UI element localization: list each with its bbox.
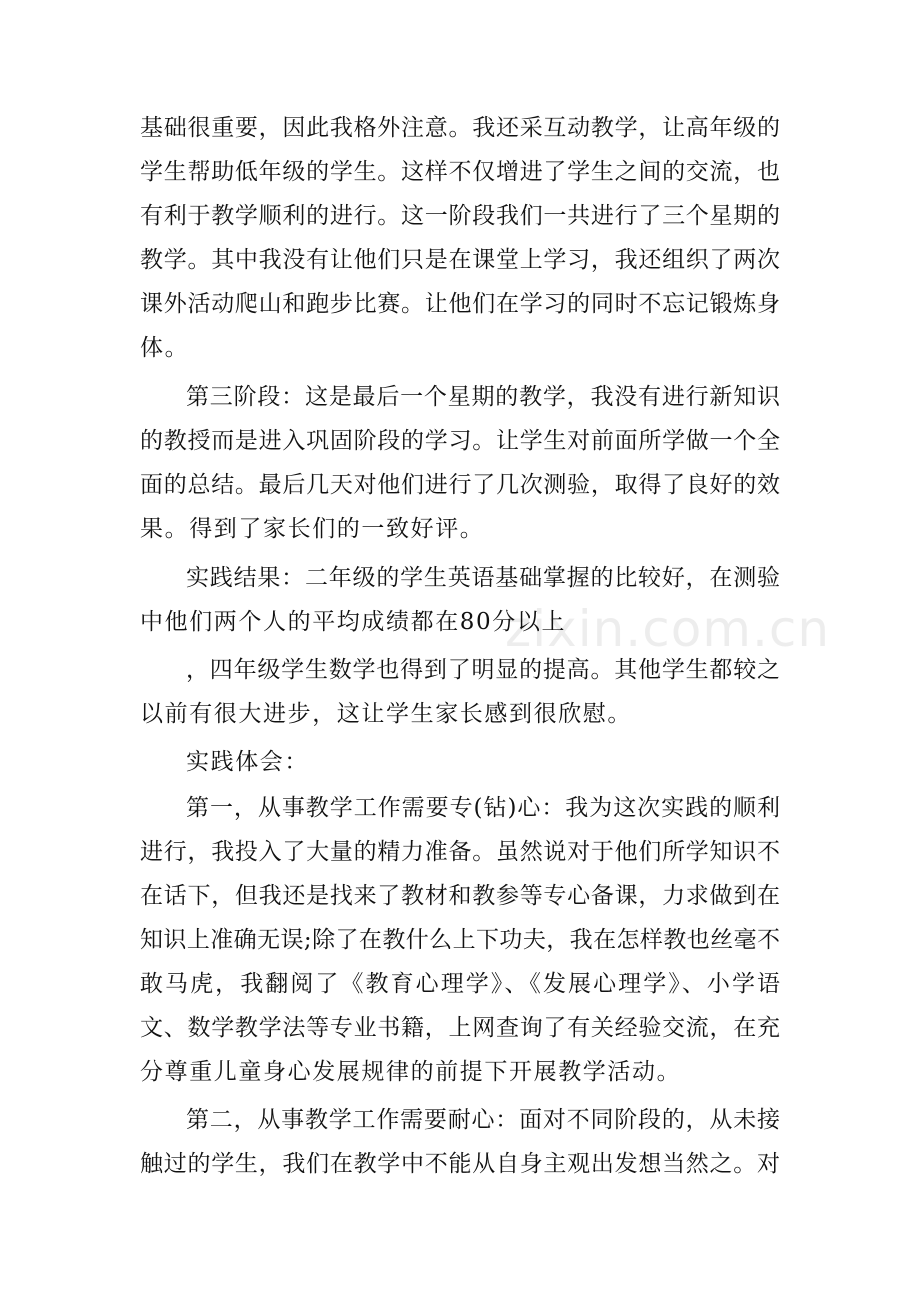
paragraph-7-line-1: 第二，从事教学工作需要耐心：面对不同阶段的，从未接 [186,1107,780,1133]
paragraph-1-line-3: 有利于教学顺利的进行。这一阶段我们一共进行了三个星期的 [140,203,780,229]
paragraph-6-line-5: 敢马虎，我翻阅了《教育心理学》、《发展心理学》、小学语 [140,971,780,997]
paragraph-4-line-2: 以前有很大进步，这让学生家长感到很欣慰。 [140,701,632,727]
paragraph-7-line-2: 触过的学生，我们在教学中不能从自身主观出发想当然之。对 [140,1151,780,1177]
paragraph-2-line-3: 面的总结。最后几天对他们进行了几次测验，取得了良好的效 [140,472,780,498]
paragraph-1-line-1: 基础很重要，因此我格外注意。我还采互动教学，让高年级的 [140,115,780,141]
paragraph-3-line-2: 中他们两个人的平均成绩都在80分以上 [140,609,567,635]
paragraph-1-line-4: 教学。其中我没有让他们只是在课堂上学习，我还组织了两次 [140,247,780,273]
paragraph-6-line-3: 在话下，但我还是找来了教材和教参等专心备课，力求做到在 [140,883,780,909]
paragraph-6-line-6: 文、数学教学法等专业书籍，上网查询了有关经验交流，在充 [140,1015,780,1041]
paragraph-6-line-1: 第一，从事教学工作需要专(钻)心：我为这次实践的顺利 [186,795,780,821]
paragraph-1-line-5: 课外活动爬山和跑步比赛。让他们在学习的同时不忘记锻炼身 [140,291,780,317]
paragraph-4-line-1: ，四年级学生数学也得到了明显的提高。其他学生都较之 [186,657,780,683]
paragraph-1-line-6: 体。 [140,335,190,361]
paragraph-3-line-1: 实践结果：二年级的学生英语基础掌握的比较好，在测验 [186,565,780,591]
paragraph-2-line-4: 果。得到了家长们的一致好评。 [140,516,485,542]
watermark: zixin.com.cn [505,600,831,658]
section-heading-practice-experience: 实践体会： [186,749,309,775]
paragraph-2-line-1: 第三阶段：这是最后一个星期的教学，我没有进行新知识 [186,384,780,410]
paragraph-6-line-2: 进行，我投入了大量的精力准备。虽然说对于他们所学知识不 [140,839,780,865]
paragraph-1-line-2: 学生帮助低年级的学生。这样不仅增进了学生之间的交流，也 [140,159,780,185]
paragraph-2-line-2: 的教授而是进入巩固阶段的学习。让学生对前面所学做一个全 [140,428,780,454]
paragraph-6-line-4: 知识上准确无误;除了在教什么上下功夫，我在怎样教也丝毫不 [140,927,780,953]
paragraph-6-line-7: 分尊重儿童身心发展规律的前提下开展教学活动。 [140,1059,682,1085]
